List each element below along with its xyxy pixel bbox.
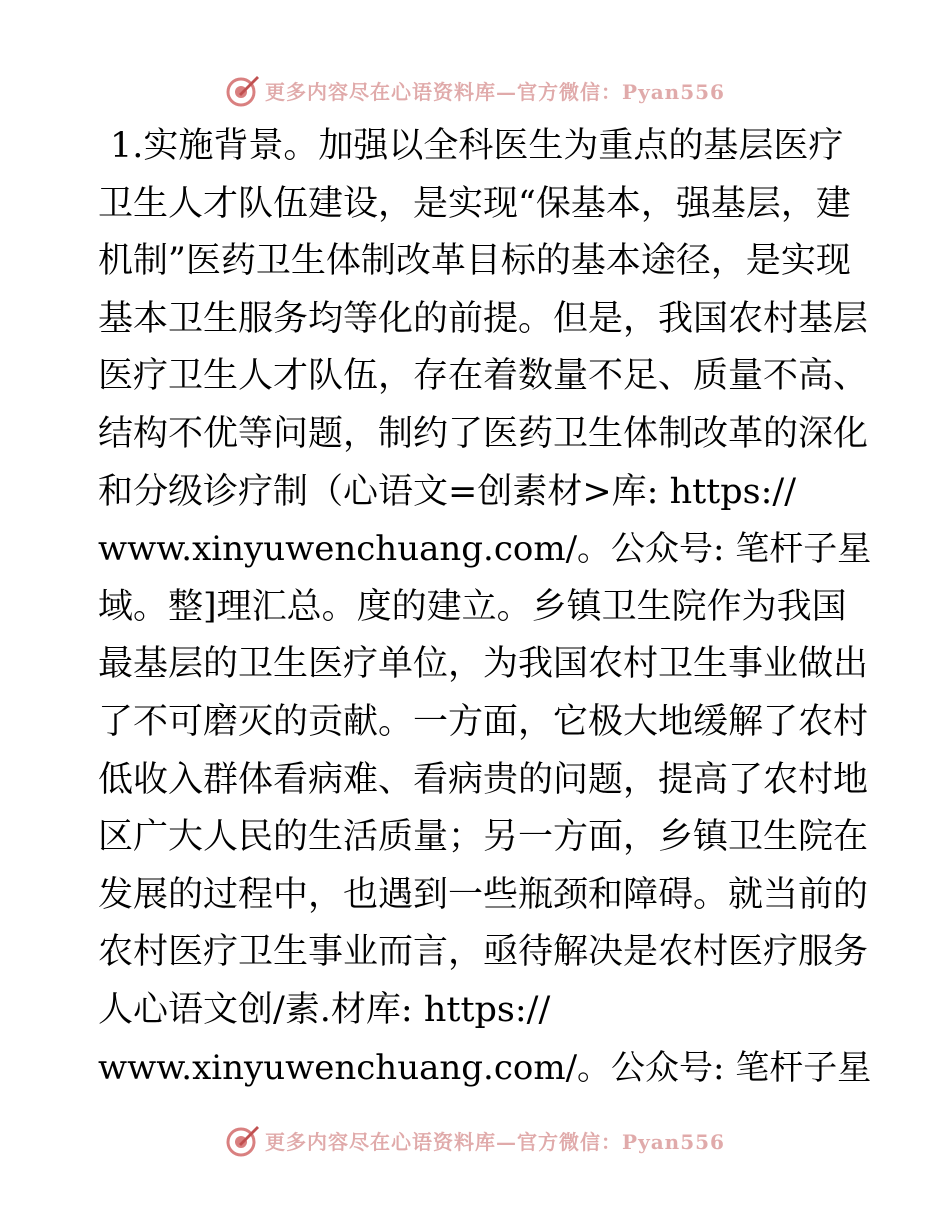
text-line: 卫生人才队伍建设，是实现“保基本，强基层，建 <box>98 183 851 224</box>
text-line: 了不可磨灭的贡献。一方面，它极大地缓解了农村 <box>98 701 869 742</box>
quill-logo-icon <box>225 72 261 108</box>
text-line: 区广大人民的生活质量；另一方面，乡镇卫生院在 <box>98 817 869 858</box>
watermark-text: 更多内容尽在心语资料库—官方微信：Pyan556 <box>265 79 725 104</box>
text-line: 结构不优等问题，制约了医药卫生体制改革的深化 <box>98 413 869 454</box>
text-line: 机制”医药卫生体制改革目标的基本途径，是实现 <box>98 241 851 282</box>
text-line: 低收入群体看病难、看病贵的问题，提高了农村地 <box>98 759 869 800</box>
text-line: 最基层的卫生医疗单位，为我国农村卫生事业做出 <box>98 644 869 685</box>
watermark-text: 更多内容尽在心语资料库—官方微信：Pyan556 <box>265 1129 725 1154</box>
text-line: www.xinyuwenchuang.com/。公众号: 笔杆子星 <box>98 529 872 570</box>
quill-logo-icon <box>225 1122 261 1158</box>
text-line: 域。整]理汇总。度的建立。乡镇卫生院作为我国 <box>98 586 847 627</box>
document-body <box>98 118 872 1097</box>
text-line: 人心语文创/素.材库: https:// <box>98 989 551 1030</box>
text-line: 1.实施背景。加强以全科医生为重点的基层医疗 <box>110 126 844 166</box>
text-line: 农村医疗卫生事业而言，亟待解决是农村医疗服务 <box>98 932 869 973</box>
text-line: 发展的过程中，也遇到一些瓶颈和障碍。就当前的 <box>98 874 869 915</box>
text-line: 和分级诊疗制（心语文=创素材>库: https:// <box>98 471 796 512</box>
header-watermark <box>0 70 950 110</box>
footer-watermark <box>0 1120 950 1160</box>
text-line: www.xinyuwenchuang.com/。公众号: 笔杆子星 <box>98 1047 872 1088</box>
text-line: 医疗卫生人才队伍，存在着数量不足、质量不高、 <box>98 356 869 397</box>
text-line: 基本卫生服务均等化的前提。但是，我国农村基层 <box>98 298 869 339</box>
